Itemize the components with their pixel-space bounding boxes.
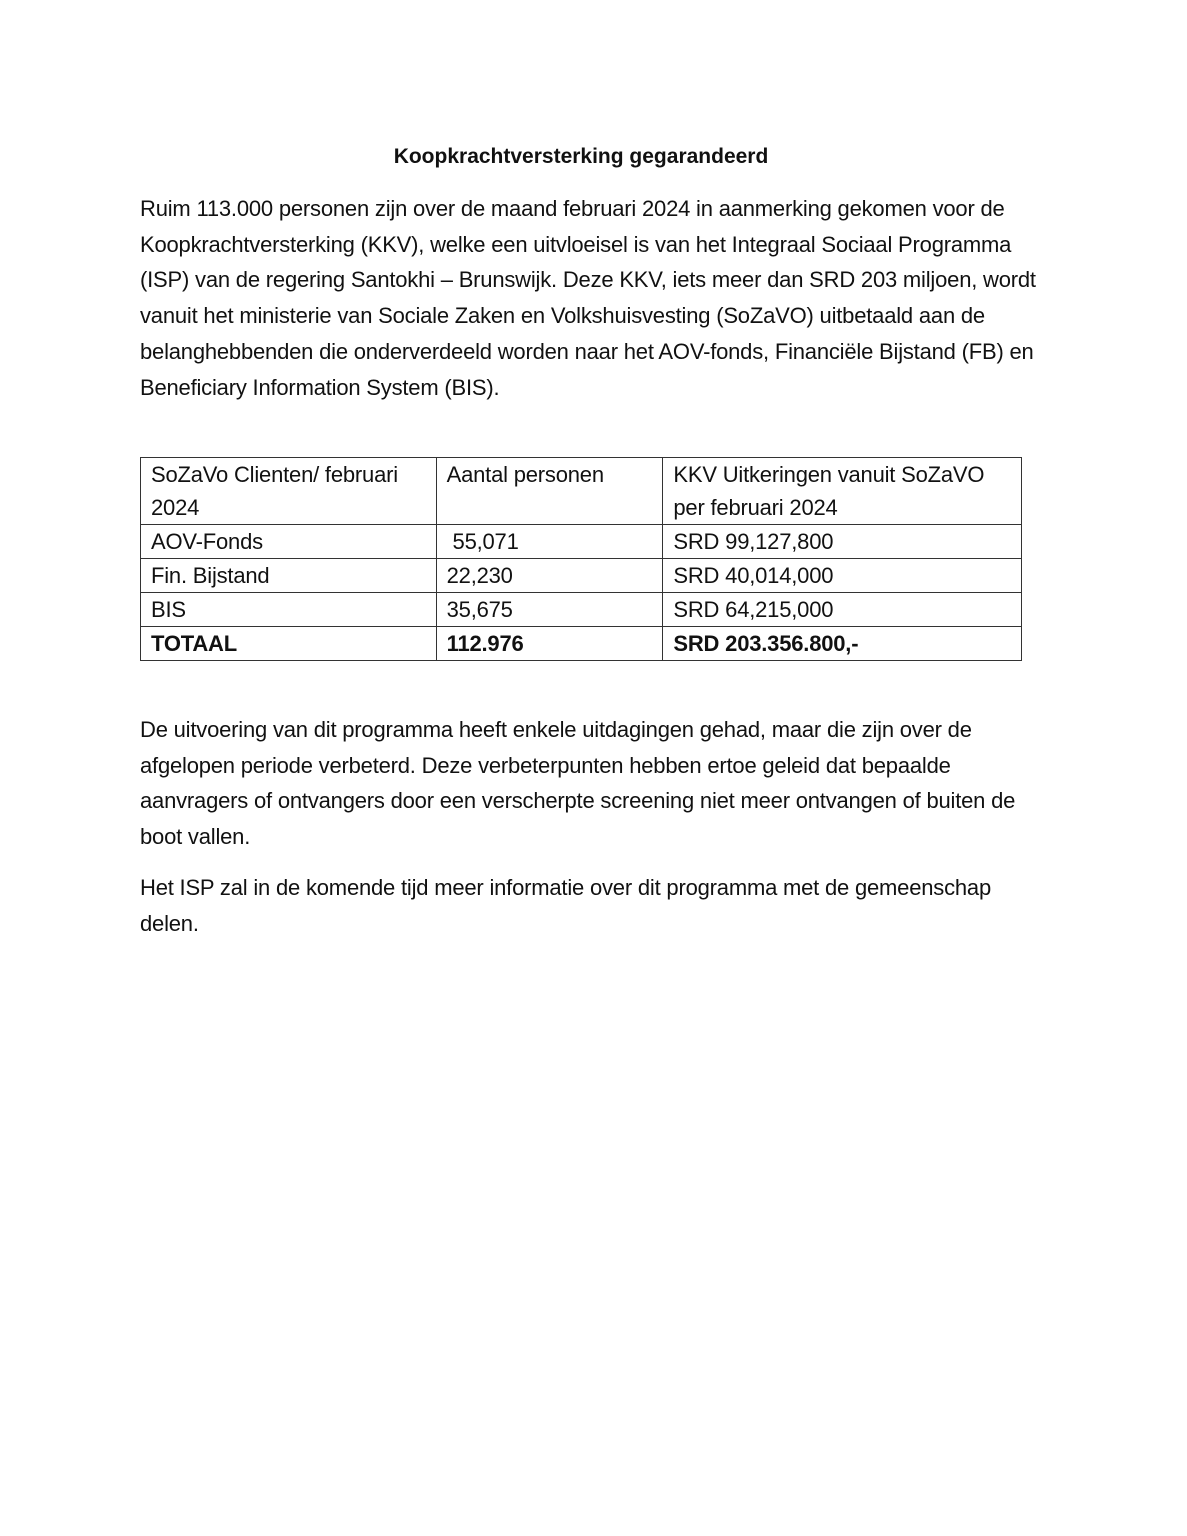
table-total-cell: SRD 203.356.800,- (663, 627, 1022, 661)
table-cell: AOV-Fonds (141, 525, 437, 559)
clients-table (140, 457, 1022, 661)
closing-paragraph: Het ISP zal in de komende tijd meer informatie over dit programma met de gemeenschap delen. (140, 875, 991, 936)
table-cell: 22,230 (436, 559, 663, 593)
table-cell: SRD 40,014,000 (663, 559, 1022, 593)
document-title: Koopkrachtversterking gegarandeerd (393, 145, 769, 168)
table-header-cell: KKV Uitkeringen vanuit SoZaVO per februari 2024 (663, 458, 1022, 525)
table-total-cell: TOTAAL (141, 627, 437, 661)
challenges-paragraph: De uitvoering van dit programma heeft enkele uitdagingen gehad, maar die zijn over de afgelopen periode verbeterd. Deze verbeterpunten hebben ertoe geleid dat bepaalde aanvragers of ontvangers door een verscherpte screening niet meer ontvangen of buiten de boot vallen. (140, 717, 1016, 850)
table-row (141, 593, 1022, 627)
table-cell: SRD 64,215,000 (663, 593, 1022, 627)
table-header-row (141, 458, 1022, 525)
table-header-cell: SoZaVo Clienten/ februari 2024 (141, 458, 437, 525)
table-header-cell: Aantal personen (436, 458, 663, 525)
table-cell: Fin. Bijstand (141, 559, 437, 593)
table-total-cell: 112.976 (436, 627, 663, 661)
intro-paragraph: Ruim 113.000 personen zijn over de maand februari 2024 in aanmerking gekomen voor de Koopkrachtversterking (KKV), welke een uitvloeisel is van het Integraal Sociaal Programma (ISP) van de regering Santokhi – Brunswijk. Deze KKV, iets meer dan SRD 203 miljoen, wordt vanuit het ministerie van Sociale Zaken en Volkshuisvesting (SoZaVO) uitbetaald aan de belanghebbenden die onderverdeeld worden naar het AOV-fonds, Financiële Bijstand (FB) en Beneficiary Information System (BIS). (140, 196, 1036, 400)
table-cell: SRD 99,127,800 (663, 525, 1022, 559)
table-cell: BIS (141, 593, 437, 627)
table-cell: 35,675 (436, 593, 663, 627)
table-cell: 55,071 (436, 525, 663, 559)
table-total-row (141, 627, 1022, 661)
table-row (141, 559, 1022, 593)
table-row (141, 525, 1022, 559)
